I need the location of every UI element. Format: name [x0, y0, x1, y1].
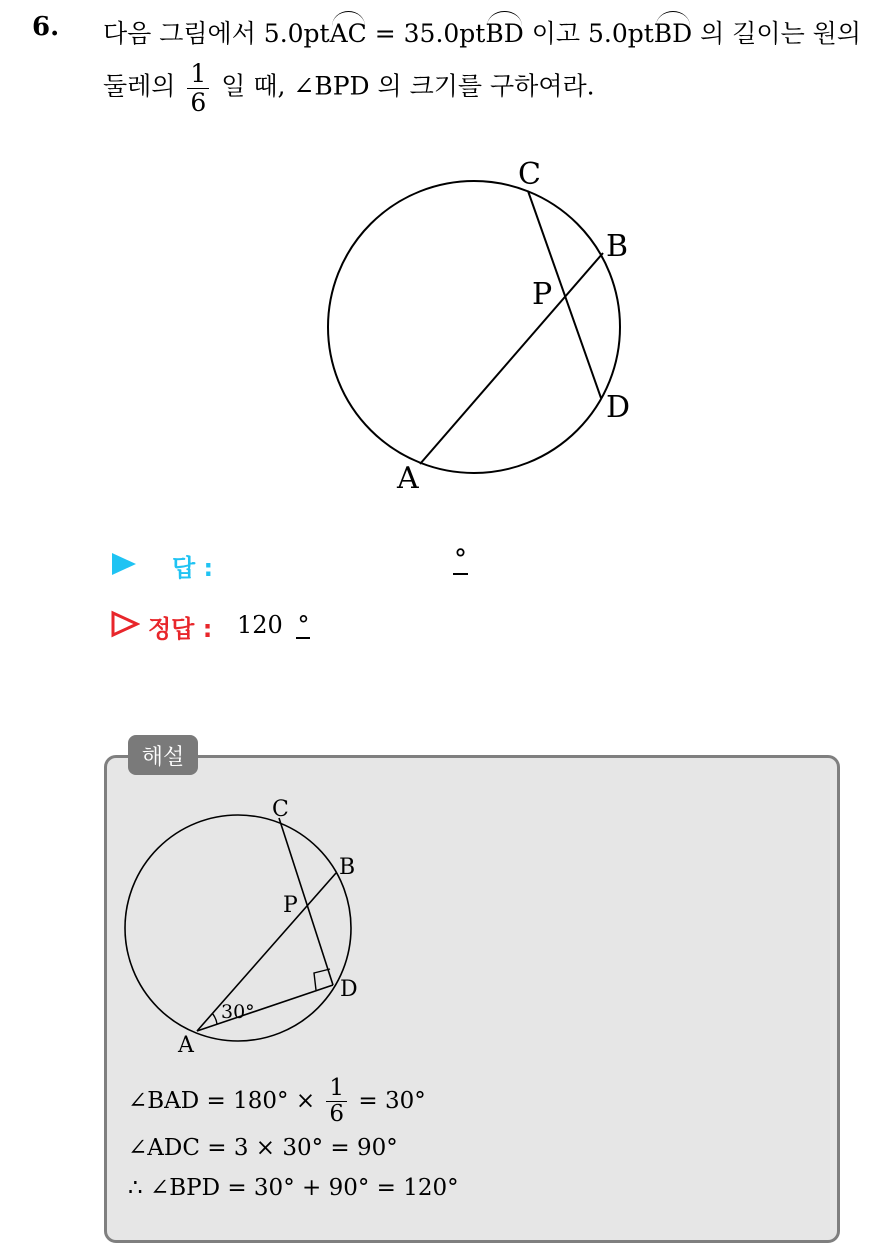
point-b-label: B — [606, 229, 629, 264]
fraction — [187, 60, 209, 116]
arc-bd: BD — [485, 19, 524, 48]
question-text: = 35.0pt — [374, 19, 486, 48]
degree-unit: ° — [454, 545, 467, 575]
point-p-label: P — [532, 277, 553, 312]
correct-value-wrap — [237, 611, 310, 639]
fraction-numerator: 1 — [187, 60, 209, 89]
answer-label: 답 : — [172, 554, 214, 582]
correct-arrow — [110, 610, 140, 642]
angle-arc — [212, 1013, 217, 1024]
correct-value: 120 — [237, 611, 283, 639]
answer-row — [110, 548, 138, 577]
arc-bd: BD — [653, 19, 693, 48]
arc-ac: AC — [329, 19, 367, 48]
question-text: 일 때, ∠BPD 의 크기를 구하여라. — [221, 71, 595, 101]
point-p-label: P — [283, 893, 298, 918]
question-text: 의 길이는 원의 — [700, 19, 861, 48]
fraction-numerator: 1 — [326, 1076, 347, 1102]
question-text: 이고 5.0pt — [531, 19, 654, 48]
point-c-label: C — [518, 157, 541, 192]
solution-line-2: ∠ADC = 3 × 30° = 90° — [128, 1135, 398, 1161]
question-line-2 — [103, 60, 595, 116]
correct-label: 정답 : — [148, 615, 213, 643]
point-b-label: B — [339, 855, 356, 880]
solution-tab: 해설 — [128, 735, 198, 775]
solution-text: = 30° — [358, 1087, 426, 1114]
point-a-label: A — [397, 461, 419, 496]
question-text: 다음 그림에서 5.0pt — [103, 19, 330, 48]
point-a-label: A — [178, 1033, 194, 1058]
correct-degree: ° — [297, 611, 310, 639]
question-number: 6. — [32, 12, 60, 42]
point-c-label: C — [272, 797, 289, 822]
solution-figure — [115, 795, 375, 1060]
point-d-label: D — [340, 977, 358, 1002]
question-text: 둘레의 — [103, 71, 176, 101]
angle-label: 30° — [221, 1001, 255, 1023]
fraction-denominator: 6 — [329, 1101, 345, 1128]
solution-text: ∠BAD = 180° × — [128, 1087, 316, 1114]
point-d-label: D — [606, 390, 631, 425]
circle-figure — [320, 150, 660, 500]
fraction — [326, 1076, 347, 1128]
arrow-icon — [110, 551, 138, 577]
solution-line-1 — [128, 1076, 426, 1128]
question-line-1 — [103, 14, 861, 50]
outline-arrow-icon — [110, 610, 140, 638]
solution-line-3: ∴ ∠BPD = 30° + 90° = 120° — [128, 1175, 459, 1201]
answer-input[interactable] — [453, 545, 468, 575]
fraction-denominator: 6 — [190, 87, 207, 117]
